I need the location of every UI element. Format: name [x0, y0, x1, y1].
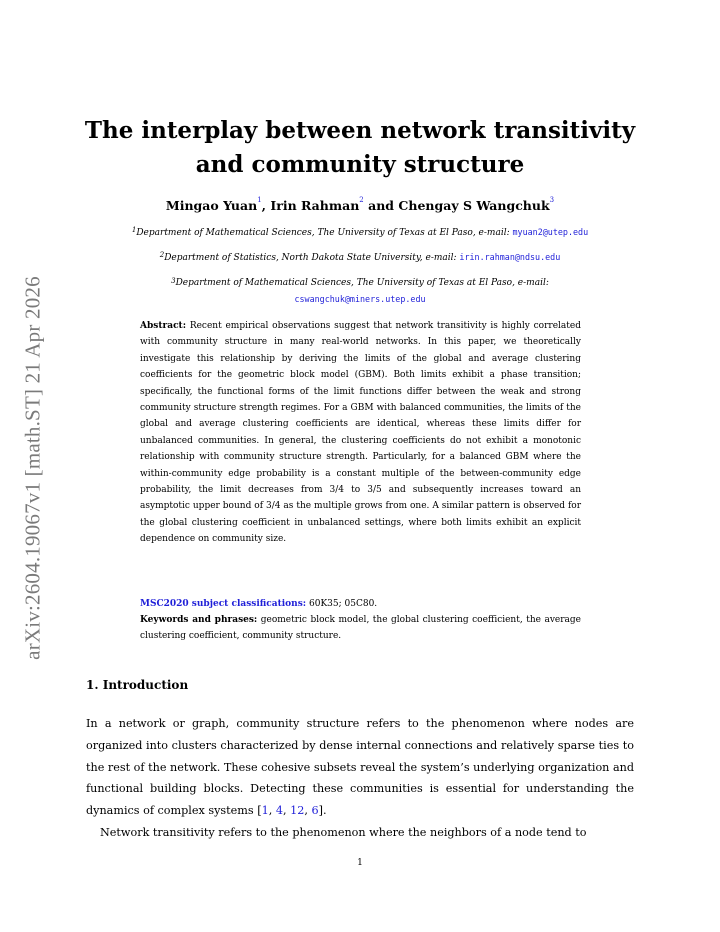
keywords: [140, 612, 581, 645]
affiliation-1: [90, 224, 630, 241]
intro-paragraph-1-text: In a network or graph, community structure refers to the phenomenon where nodes are organized into clusters characterized by dense internal connections and relatively sparse ties to the rest of the network. These cohesive subsets reveal the system’s underlying organization and functional building blocks. Detecting these communities is essential for understanding the dynamics of complex systems [: [86, 717, 634, 818]
keywords-label: Keywords and phrases:: [140, 615, 258, 625]
author-sep-1: ,: [261, 198, 271, 213]
author-sep-2: and: [363, 198, 399, 213]
author-2: Irin Rahman: [270, 198, 360, 213]
author-list: [80, 198, 640, 213]
abstract: [140, 318, 581, 548]
msc-value: 60K35; 05C80.: [306, 599, 378, 609]
citation-4[interactable]: 4: [275, 804, 283, 818]
keywords-value: geometric block model, the global clustering coefficient, the average clustering coefficient, community structure.: [140, 615, 581, 642]
section-heading: 1. Introduction: [86, 678, 189, 692]
affiliation-2: [90, 249, 630, 266]
author-1: Mingao Yuan: [165, 198, 258, 213]
citation-sep: ,: [304, 804, 312, 818]
author-2-sup[interactable]: 2: [359, 196, 364, 204]
affiliation-3-sup: 3: [171, 277, 176, 285]
abstract-text: Recent empirical observations suggest that network transitivity is highly correlated with community structure in many real-world networks. In this paper, we theoretically investigate this relationship by deriving the limits of the global and average clustering coefficients for the geometric block model (GBM). Both limits exhibit a phase transition; specifically, the functional forms of the limit functions differ between the weak and strong community structure strength regimes. For a GBM with balanced communities, the limits of the global and average clustering coefficients are identical, whereas these limits differ for unbalanced communities. In general, the clustering coefficients do not exhibit a monotonic relationship with community structure strength. Particularly, for a balanced GBM where the within-community edge probability is a constant multiple of the between-community edge probability, the limit decreases from 3/4 to 3/5 and subsequently increases toward an asymptotic upper bound of 3/4 as the multiple grows from one. A similar pattern is observed for the global clustering coefficient in unbalanced settings, where both limits exhibit an explicit dependence on community size.: [140, 321, 581, 545]
page-number: 1: [357, 858, 363, 868]
affiliation-2-text: Department of Statistics, North Dakota State University, e-mail:: [164, 253, 460, 263]
paper-title: [80, 114, 640, 182]
author-3-sup[interactable]: 3: [549, 196, 555, 204]
title-line-2: and community structure: [195, 151, 525, 178]
citation-6[interactable]: 6: [311, 804, 319, 818]
affiliation-1-sup: 1: [131, 226, 137, 234]
author-1-sup[interactable]: 1: [257, 196, 262, 204]
intro-paragraph-1: [86, 713, 634, 822]
citation-sep: ,: [268, 804, 276, 818]
citation-12[interactable]: 12: [290, 804, 305, 818]
title-line-1: The interplay between network transitivity: [84, 117, 636, 144]
author-3: Chengay S Wangchuk: [398, 198, 550, 213]
affiliation-2-email[interactable]: irin.rahman@ndsu.edu: [459, 252, 561, 262]
introduction-body: [86, 713, 634, 844]
msc-label[interactable]: MSC2020 subject classifications:: [140, 599, 307, 609]
arxiv-stamp: [20, 248, 46, 688]
citation-1[interactable]: 1: [261, 804, 269, 818]
abstract-label: Abstract:: [140, 321, 187, 331]
affiliation-3-email[interactable]: cswangchuk@miners.utep.edu: [294, 294, 426, 304]
affiliation-1-email[interactable]: myuan2@utep.edu: [512, 227, 589, 237]
intro-paragraph-2: Network transitivity refers to the phenomenon where the neighbors of a node tend to: [100, 825, 587, 839]
affiliation-3-text: Department of Mathematical Sciences, The University of Texas at El Paso, e-mail:: [175, 278, 549, 288]
citation-sep: ,: [282, 804, 291, 818]
affiliation-3: [90, 275, 630, 308]
affiliation-2-sup: 2: [159, 251, 165, 259]
arxiv-stamp-text: arXiv:2604.19067v1 [math.ST] 21 Apr 2026: [20, 276, 45, 660]
msc-classifications: [140, 596, 581, 612]
affiliation-1-text: Department of Mathematical Sciences, The University of Texas at El Paso, e-mail:: [136, 228, 513, 238]
citation-close: ].: [318, 804, 327, 818]
